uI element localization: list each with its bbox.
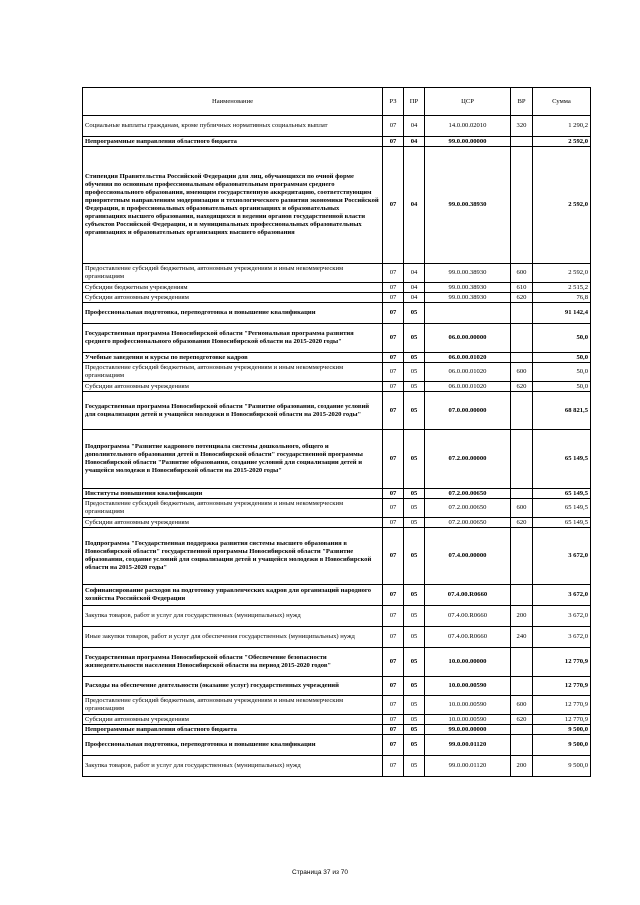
row-rz: 07 <box>383 293 404 303</box>
row-vr: 240 <box>511 627 533 648</box>
row-vr: 620 <box>511 518 533 528</box>
row-rz: 07 <box>383 518 404 528</box>
row-rz: 07 <box>383 725 404 735</box>
row-name: Стипендия Правительства Российской Федерации для лиц, обучающихся по очной форме обучения по основным профессиональным образовательным программам среднего профессионального образования, имеющим государственную аккредитацию, соответствующим приоритетным направлениям модернизации и технологического развития экономики Российской Федерации, в профессиональных образовательных организациях и образовательных организациях высшего образования, находящихся в ведении органов государственной власти субъектов Российской Федерации, и в муниципальных профессиональных образовательных организациях и образовательных организациях высшего образования <box>83 147 383 264</box>
row-csr: 99.0.00.00000 <box>425 137 511 147</box>
row-csr: 99.0.00.38930 <box>425 283 511 293</box>
table-row <box>83 116 591 137</box>
table-row <box>83 715 591 725</box>
row-csr: 99.0.00.01120 <box>425 756 511 777</box>
table-header-row <box>83 88 591 116</box>
row-csr: 07.2.00.00650 <box>425 499 511 518</box>
row-sum: 2 592,0 <box>533 147 591 264</box>
row-rz: 07 <box>383 116 404 137</box>
row-csr: 06.0.00.01020 <box>425 353 511 363</box>
row-rz: 07 <box>383 756 404 777</box>
row-csr: 06.0.00.01020 <box>425 382 511 392</box>
row-pr: 05 <box>404 725 425 735</box>
row-rz: 07 <box>383 696 404 715</box>
row-vr: 600 <box>511 696 533 715</box>
row-vr <box>511 303 533 324</box>
row-pr: 05 <box>404 648 425 677</box>
row-csr: 07.2.00.00650 <box>425 518 511 528</box>
row-name: Субсидии автономным учреждениям <box>83 715 383 725</box>
row-sum: 12 770,9 <box>533 715 591 725</box>
row-rz: 07 <box>383 363 404 382</box>
row-rz: 07 <box>383 627 404 648</box>
row-sum: 50,0 <box>533 324 591 353</box>
row-name: Непрограммные направления областного бюджета <box>83 137 383 147</box>
row-sum: 12 770,9 <box>533 696 591 715</box>
row-sum: 65 149,5 <box>533 489 591 499</box>
row-name: Государственная программа Новосибирской области "Развитие образования, создание условий для социализации детей и учащейся молодежи в Новосибирской области на 2015-2020 годы" <box>83 392 383 430</box>
row-name: Государственная программа Новосибирской области "Обеспечение безопасности жизнедеятельности населения Новосибирской области на период 2015-2020 годов" <box>83 648 383 677</box>
row-vr <box>511 147 533 264</box>
table-row <box>83 430 591 489</box>
header-pr: ПР <box>404 88 425 116</box>
table-row <box>83 147 591 264</box>
row-rz: 07 <box>383 528 404 585</box>
row-sum: 9 500,0 <box>533 725 591 735</box>
row-vr: 620 <box>511 293 533 303</box>
row-vr <box>511 137 533 147</box>
row-sum: 3 672,0 <box>533 627 591 648</box>
row-sum: 2 592,0 <box>533 137 591 147</box>
row-pr: 05 <box>404 677 425 696</box>
row-sum: 65 149,5 <box>533 499 591 518</box>
row-name: Субсидии автономным учреждениям <box>83 518 383 528</box>
row-rz: 07 <box>383 303 404 324</box>
row-pr: 05 <box>404 735 425 756</box>
row-rz: 07 <box>383 585 404 606</box>
table-row <box>83 283 591 293</box>
row-pr: 05 <box>404 528 425 585</box>
row-pr: 04 <box>404 147 425 264</box>
row-sum: 1 290,2 <box>533 116 591 137</box>
row-vr <box>511 528 533 585</box>
row-csr <box>425 303 511 324</box>
row-pr: 05 <box>404 363 425 382</box>
row-sum: 9 500,0 <box>533 735 591 756</box>
row-csr: 07.4.00.R0660 <box>425 606 511 627</box>
row-vr <box>511 725 533 735</box>
row-rz: 07 <box>383 382 404 392</box>
row-csr: 07.0.00.00000 <box>425 392 511 430</box>
row-csr: 06.0.00.01020 <box>425 363 511 382</box>
row-name: Профессиональная подготовка, переподготовка и повышение квалификации <box>83 735 383 756</box>
table-row <box>83 756 591 777</box>
row-rz: 07 <box>383 489 404 499</box>
row-rz: 07 <box>383 147 404 264</box>
row-rz: 07 <box>383 137 404 147</box>
row-name: Субсидии автономным учреждениям <box>83 293 383 303</box>
budget-table <box>82 87 591 777</box>
row-sum: 50,0 <box>533 382 591 392</box>
row-name: Предоставление субсидий бюджетным, автономным учреждениям и иным некоммерческим организациям <box>83 696 383 715</box>
row-pr: 05 <box>404 392 425 430</box>
row-csr: 10.0.00.00590 <box>425 696 511 715</box>
row-vr: 600 <box>511 264 533 283</box>
row-sum: 3 672,0 <box>533 606 591 627</box>
row-csr: 07.4.00.R0660 <box>425 585 511 606</box>
row-vr <box>511 353 533 363</box>
row-csr: 10.0.00.00590 <box>425 715 511 725</box>
page-number: Страница 37 из 70 <box>292 869 348 876</box>
row-csr: 99.0.00.38930 <box>425 293 511 303</box>
row-pr: 05 <box>404 499 425 518</box>
row-pr: 05 <box>404 489 425 499</box>
row-pr: 04 <box>404 137 425 147</box>
row-vr <box>511 430 533 489</box>
row-name: Софинансирование расходов на подготовку управленческих кадров для организаций народного хозяйства Российской Федерации <box>83 585 383 606</box>
row-csr: 10.0.00.00590 <box>425 677 511 696</box>
row-vr: 620 <box>511 715 533 725</box>
header-rz: РЗ <box>383 88 404 116</box>
row-vr <box>511 677 533 696</box>
row-sum: 3 672,0 <box>533 585 591 606</box>
row-rz: 07 <box>383 392 404 430</box>
row-pr: 04 <box>404 283 425 293</box>
row-name: Субсидии автономным учреждениям <box>83 382 383 392</box>
row-sum: 12 770,9 <box>533 648 591 677</box>
table-row <box>83 677 591 696</box>
row-rz: 07 <box>383 715 404 725</box>
table-row <box>83 353 591 363</box>
row-name: Предоставление субсидий бюджетным, автономным учреждениям и иным некоммерческим организациям <box>83 499 383 518</box>
row-pr: 05 <box>404 606 425 627</box>
row-pr: 04 <box>404 293 425 303</box>
row-name: Учебные заведения и курсы по переподготовке кадров <box>83 353 383 363</box>
row-vr: 320 <box>511 116 533 137</box>
row-csr: 06.0.00.00000 <box>425 324 511 353</box>
row-rz: 07 <box>383 499 404 518</box>
table-row <box>83 489 591 499</box>
row-name: Иные закупки товаров, работ и услуг для обеспечения государственных (муниципальных) нужд <box>83 627 383 648</box>
row-vr <box>511 392 533 430</box>
row-name: Расходы на обеспечение деятельности (оказание услуг) государственных учреждений <box>83 677 383 696</box>
row-csr: 99.0.00.01120 <box>425 735 511 756</box>
row-pr: 04 <box>404 264 425 283</box>
row-pr: 05 <box>404 715 425 725</box>
table-row <box>83 735 591 756</box>
row-sum: 2 592,0 <box>533 264 591 283</box>
row-pr: 05 <box>404 353 425 363</box>
row-pr: 05 <box>404 518 425 528</box>
row-rz: 07 <box>383 606 404 627</box>
row-csr: 99.0.00.38930 <box>425 147 511 264</box>
row-sum: 65 149,5 <box>533 430 591 489</box>
row-vr <box>511 735 533 756</box>
row-rz: 07 <box>383 353 404 363</box>
row-name: Социальные выплаты гражданам, кроме публичных нормативных социальных выплат <box>83 116 383 137</box>
row-csr: 07.2.00.00650 <box>425 489 511 499</box>
row-csr: 07.4.00.R0660 <box>425 627 511 648</box>
row-vr <box>511 585 533 606</box>
row-pr: 05 <box>404 324 425 353</box>
table-row <box>83 264 591 283</box>
row-rz: 07 <box>383 264 404 283</box>
header-sum: Сумма <box>533 88 591 116</box>
row-csr: 14.0.00.02010 <box>425 116 511 137</box>
table-row <box>83 293 591 303</box>
row-vr <box>511 324 533 353</box>
table-row <box>83 606 591 627</box>
row-sum: 9 500,0 <box>533 756 591 777</box>
row-name: Профессиональная подготовка, переподготовка и повышение квалификации <box>83 303 383 324</box>
table-row <box>83 392 591 430</box>
row-vr: 200 <box>511 756 533 777</box>
row-rz: 07 <box>383 324 404 353</box>
row-csr: 07.2.00.00000 <box>425 430 511 489</box>
row-pr: 05 <box>404 585 425 606</box>
table-row <box>83 627 591 648</box>
table-row <box>83 725 591 735</box>
row-vr: 200 <box>511 606 533 627</box>
row-vr: 600 <box>511 363 533 382</box>
header-csr: ЦСР <box>425 88 511 116</box>
row-name: Предоставление субсидий бюджетным, автономным учреждениям и иным некоммерческим организациям <box>83 363 383 382</box>
row-name: Субсидии бюджетным учреждениям <box>83 283 383 293</box>
row-sum: 65 149,5 <box>533 518 591 528</box>
row-sum: 2 515,2 <box>533 283 591 293</box>
table-row <box>83 324 591 353</box>
table-row <box>83 696 591 715</box>
table-row <box>83 648 591 677</box>
row-csr: 10.0.00.00000 <box>425 648 511 677</box>
table-row <box>83 303 591 324</box>
header-name: Наименование <box>83 88 383 116</box>
row-pr: 04 <box>404 116 425 137</box>
row-name: Непрограммные направления областного бюджета <box>83 725 383 735</box>
row-name: Подпрограмма "Государственная поддержка развития системы высшего образования в Новосибирской области" государственной программы Новосибирской области "Развитие образования, создание условий для социализации детей и учащейся молодежи в Новосибирской области на 2015-2020 годы" <box>83 528 383 585</box>
row-name: Предоставление субсидий бюджетным, автономным учреждениям и иным некоммерческим организациям <box>83 264 383 283</box>
row-name: Закупка товаров, работ и услуг для государственных (муниципальных) нужд <box>83 756 383 777</box>
row-sum: 12 770,9 <box>533 677 591 696</box>
row-name: Подпрограмма "Развитие кадрового потенциала системы дошкольного, общего и дополнительного образования детей в Новосибирской области" государственной программы Новосибирской области "Развитие образования, создание условий для социализации детей и учащейся молодежи в Новосибирской области на 2015-2020 годы" <box>83 430 383 489</box>
row-vr: 620 <box>511 382 533 392</box>
table-row <box>83 382 591 392</box>
row-rz: 07 <box>383 677 404 696</box>
row-name: Закупка товаров, работ и услуг для государственных (муниципальных) нужд <box>83 606 383 627</box>
row-csr: 99.0.00.38930 <box>425 264 511 283</box>
table-row <box>83 585 591 606</box>
table-body <box>83 116 591 777</box>
row-name: Институты повышения квалификации <box>83 489 383 499</box>
row-pr: 05 <box>404 303 425 324</box>
row-rz: 07 <box>383 283 404 293</box>
row-pr: 05 <box>404 382 425 392</box>
row-sum: 91 142,4 <box>533 303 591 324</box>
row-vr: 600 <box>511 499 533 518</box>
row-sum: 50,0 <box>533 363 591 382</box>
row-pr: 05 <box>404 627 425 648</box>
row-vr <box>511 648 533 677</box>
row-sum: 3 672,0 <box>533 528 591 585</box>
row-pr: 05 <box>404 756 425 777</box>
row-csr: 99.0.00.00000 <box>425 725 511 735</box>
row-vr: 610 <box>511 283 533 293</box>
table-row <box>83 137 591 147</box>
row-rz: 07 <box>383 430 404 489</box>
row-sum: 68 821,5 <box>533 392 591 430</box>
row-sum: 76,8 <box>533 293 591 303</box>
row-pr: 05 <box>404 696 425 715</box>
table-row <box>83 499 591 518</box>
row-sum: 50,0 <box>533 353 591 363</box>
table-row <box>83 528 591 585</box>
row-vr <box>511 489 533 499</box>
row-csr: 07.4.00.00000 <box>425 528 511 585</box>
row-rz: 07 <box>383 648 404 677</box>
table-row <box>83 518 591 528</box>
row-pr: 05 <box>404 430 425 489</box>
row-rz: 07 <box>383 735 404 756</box>
table-row <box>83 363 591 382</box>
header-vr: ВР <box>511 88 533 116</box>
row-name: Государственная программа Новосибирской области "Региональная программа развития среднего профессионального образования Новосибирской области на 2015-2020 годы" <box>83 324 383 353</box>
